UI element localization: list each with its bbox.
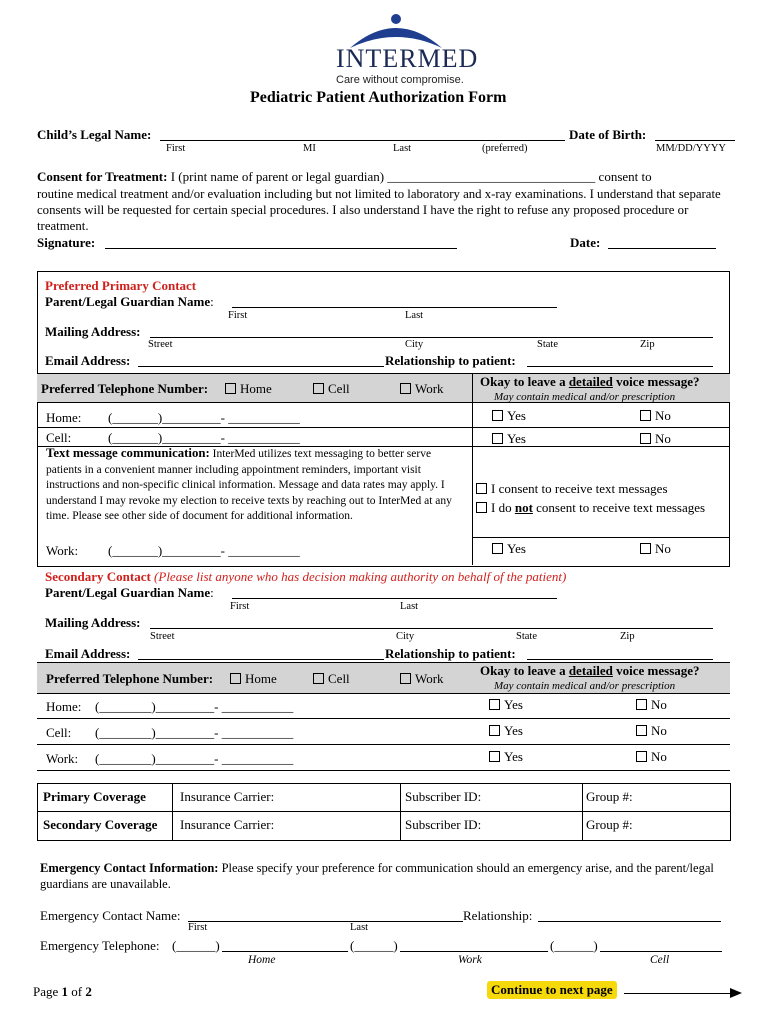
text-message-info: Text message communication: InterMed utilizes text messaging to better serve patients in a convenient manner including appointment reminders, important visit instructions and non-specific clinical information. Message and data rates may apply. I understand I may revoke my election to receive texts by reaching out to InterMed at any time. Please see other side of document for additional information. bbox=[46, 446, 452, 522]
secondary-home-phone[interactable]: (________)_________- ___________ bbox=[95, 699, 294, 714]
secondary-guardian-label: Parent/Legal Guardian Name: bbox=[45, 585, 214, 600]
checkbox-icon[interactable] bbox=[400, 383, 411, 394]
logo-wordmark: INTERMED bbox=[336, 44, 479, 73]
checkbox-icon[interactable] bbox=[492, 543, 503, 554]
form-title: Pediatric Patient Authorization Form bbox=[250, 89, 507, 106]
sub-preferred: (preferred) bbox=[482, 143, 528, 154]
secondary-work-no[interactable]: No bbox=[636, 749, 667, 765]
primary-phone-label: Preferred Telephone Number: bbox=[41, 381, 209, 396]
emergency-phone-work[interactable]: (______) bbox=[350, 938, 398, 953]
primary-carrier[interactable]: Insurance Carrier: bbox=[180, 789, 275, 804]
sub-last: Last bbox=[393, 143, 412, 154]
primary-home-label: Home: bbox=[46, 410, 82, 425]
primary-email-field[interactable] bbox=[138, 353, 384, 367]
consent-first-line[interactable]: I (print name of parent or legal guardian) ________________________________ consent to bbox=[167, 169, 652, 184]
page-number: Page 1 of 2 bbox=[33, 984, 92, 999]
emergency-sub-cell: Cell bbox=[650, 954, 670, 966]
checkbox-icon[interactable] bbox=[489, 725, 500, 736]
primary-work-phone[interactable]: (_______)_________- ___________ bbox=[108, 543, 300, 558]
primary-sub-street: Street bbox=[148, 339, 173, 350]
secondary-sub-city: City bbox=[396, 631, 415, 642]
secondary-subscriber[interactable]: Subscriber ID: bbox=[405, 817, 482, 832]
checkbox-icon[interactable] bbox=[640, 543, 651, 554]
primary-guardian-label: Parent/Legal Guardian Name: bbox=[45, 294, 214, 309]
child-name-field[interactable] bbox=[160, 127, 565, 141]
primary-coverage-label: Primary Coverage bbox=[43, 789, 146, 804]
col-divider bbox=[400, 783, 401, 841]
checkbox-icon[interactable] bbox=[313, 383, 324, 394]
row-divider bbox=[472, 537, 730, 538]
consent-date-label: Date: bbox=[570, 235, 601, 250]
checkbox-icon[interactable] bbox=[492, 410, 503, 421]
row-divider bbox=[37, 427, 730, 428]
secondary-mailing-field[interactable] bbox=[150, 615, 713, 629]
primary-relationship-label: Relationship to patient: bbox=[385, 353, 516, 368]
consent-bold: Consent for Treatment: bbox=[37, 169, 168, 184]
col-divider bbox=[582, 783, 583, 841]
primary-mailing-label: Mailing Address: bbox=[45, 324, 141, 339]
secondary-sub-zip: Zip bbox=[620, 631, 635, 642]
emergency-relationship-field[interactable] bbox=[538, 908, 721, 922]
primary-cell-yes[interactable]: Yes bbox=[492, 431, 526, 447]
sub-first: First bbox=[166, 143, 186, 154]
emergency-name-field[interactable] bbox=[188, 908, 463, 922]
secondary-sub-state: State bbox=[516, 631, 537, 642]
primary-mailing-field[interactable] bbox=[150, 324, 713, 338]
checkbox-icon[interactable] bbox=[489, 699, 500, 710]
emergency-name-label: Emergency Contact Name: bbox=[40, 908, 181, 923]
row-divider bbox=[37, 744, 730, 745]
emergency-phone-cell[interactable]: (______) bbox=[550, 938, 598, 953]
primary-sub-zip: Zip bbox=[640, 339, 655, 350]
checkbox-icon[interactable] bbox=[225, 383, 236, 394]
primary-home-phone[interactable]: (_______)_________- ___________ bbox=[108, 410, 300, 425]
primary-work-no[interactable]: No bbox=[640, 541, 671, 557]
secondary-sub-first: First bbox=[230, 601, 250, 612]
primary-voice-note: May contain medical and/or prescription bbox=[494, 391, 676, 403]
secondary-voice-question: Okay to leave a detailed voice message? bbox=[480, 663, 700, 678]
secondary-home-yes[interactable]: Yes bbox=[489, 697, 523, 713]
continue-link[interactable]: Continue to next page bbox=[487, 981, 617, 999]
primary-cell-label: Cell: bbox=[46, 430, 72, 445]
emergency-phone-home-line[interactable] bbox=[222, 938, 348, 952]
dob-field[interactable] bbox=[655, 127, 735, 141]
intermed-logo bbox=[330, 12, 479, 88]
checkbox-icon[interactable] bbox=[400, 673, 411, 684]
primary-home-no[interactable]: No bbox=[640, 408, 671, 424]
secondary-guardian-field[interactable] bbox=[232, 585, 557, 599]
secondary-coverage-label: Secondary Coverage bbox=[43, 817, 158, 832]
primary-voice-question: Okay to leave a detailed voice message? bbox=[480, 374, 700, 389]
primary-home-yes[interactable]: Yes bbox=[492, 408, 526, 424]
secondary-mailing-label: Mailing Address: bbox=[45, 615, 141, 630]
primary-work-label: Work: bbox=[46, 543, 79, 558]
secondary-email-label: Email Address: bbox=[45, 646, 131, 661]
consent-text: routine medical treatment and/or evaluation including but not limited to laboratory and x-ray examinations. I understand that separate consents will be requested for certain special procedures. I also understand I have the right to refuse any proposed procedure or treatment. bbox=[37, 187, 721, 233]
checkbox-icon[interactable] bbox=[489, 751, 500, 762]
dob-label: Date of Birth: bbox=[569, 127, 647, 142]
child-name-label: Child’s Legal Name: bbox=[37, 127, 152, 142]
checkbox-icon[interactable] bbox=[313, 673, 324, 684]
checkbox-icon[interactable] bbox=[230, 673, 241, 684]
emergency-sub-home: Home bbox=[248, 954, 276, 966]
primary-sub-city: City bbox=[405, 339, 424, 350]
checkbox-icon[interactable] bbox=[640, 410, 651, 421]
primary-opt-work[interactable]: Work bbox=[400, 381, 444, 397]
secondary-group[interactable]: Group #: bbox=[586, 817, 633, 832]
checkbox-icon[interactable] bbox=[636, 751, 647, 762]
signature-label: Signature: bbox=[37, 235, 96, 250]
secondary-voice-note: May contain medical and/or prescription bbox=[494, 680, 676, 692]
secondary-phone-label: Preferred Telephone Number: bbox=[46, 671, 214, 686]
primary-cell-no[interactable]: No bbox=[640, 431, 671, 447]
emergency-phone-label: Emergency Telephone: bbox=[40, 938, 160, 953]
primary-cell-phone[interactable]: (_______)_________- ___________ bbox=[108, 430, 300, 445]
checkbox-icon[interactable] bbox=[476, 483, 487, 494]
col-divider bbox=[172, 783, 173, 841]
primary-sub-state: State bbox=[537, 339, 558, 350]
row-divider bbox=[37, 770, 730, 771]
primary-work-yes[interactable]: Yes bbox=[492, 541, 526, 557]
secondary-home-label: Home: bbox=[46, 699, 82, 714]
emergency-sub-last: Last bbox=[350, 922, 369, 933]
secondary-sub-last: Last bbox=[400, 601, 419, 612]
text-consent-yes[interactable]: I consent to receive text messages bbox=[476, 481, 668, 497]
secondary-cell-phone[interactable]: (________)_________- ___________ bbox=[95, 725, 294, 740]
emergency-info: Emergency Contact Information: Please specify your preference for communication should an emergency arise, and the parent/legal guardians are unavailable. bbox=[40, 861, 714, 891]
secondary-home-no[interactable]: No bbox=[636, 697, 667, 713]
secondary-work-phone[interactable]: (________)_________- ___________ bbox=[95, 751, 294, 766]
secondary-opt-cell[interactable]: Cell bbox=[313, 671, 350, 687]
emergency-relationship-label: Relationship: bbox=[463, 908, 533, 923]
emergency-sub-work: Work bbox=[458, 954, 482, 966]
secondary-relationship-field[interactable] bbox=[527, 646, 713, 660]
continue-arrow-line bbox=[624, 993, 732, 994]
emergency-phone-home[interactable]: (______) bbox=[172, 938, 220, 953]
primary-subscriber[interactable]: Subscriber ID: bbox=[405, 789, 482, 804]
emergency-phone-cell-line[interactable] bbox=[600, 938, 722, 952]
secondary-sub-street: Street bbox=[150, 631, 175, 642]
checkbox-icon[interactable] bbox=[476, 502, 487, 513]
primary-heading: Preferred Primary Contact bbox=[45, 278, 197, 293]
primary-relationship-field[interactable] bbox=[527, 353, 713, 367]
primary-opt-home[interactable]: Home bbox=[225, 381, 272, 397]
secondary-email-field[interactable] bbox=[138, 646, 384, 660]
checkbox-icon[interactable] bbox=[636, 699, 647, 710]
primary-guardian-field[interactable] bbox=[232, 294, 557, 308]
secondary-opt-work[interactable]: Work bbox=[400, 671, 444, 687]
emergency-sub-first: First bbox=[188, 922, 208, 933]
secondary-heading: Secondary Contact (Please list anyone who has decision making authority on behalf of the patient) bbox=[45, 569, 567, 584]
secondary-work-yes[interactable]: Yes bbox=[489, 749, 523, 765]
secondary-cell-no[interactable]: No bbox=[636, 723, 667, 739]
sub-dob: MM/DD/YYYY bbox=[656, 143, 727, 154]
primary-opt-cell[interactable]: Cell bbox=[313, 381, 350, 397]
signature-field[interactable] bbox=[105, 235, 457, 249]
secondary-opt-home[interactable]: Home bbox=[230, 671, 277, 687]
checkbox-icon[interactable] bbox=[640, 433, 651, 444]
checkbox-icon[interactable] bbox=[492, 433, 503, 444]
sub-mi: MI bbox=[303, 143, 316, 154]
primary-email-label: Email Address: bbox=[45, 353, 131, 368]
arrow-right-icon bbox=[730, 988, 742, 998]
primary-sub-last: Last bbox=[405, 310, 424, 321]
primary-sub-first: First bbox=[228, 310, 248, 321]
logo-tagline: Care without compromise. bbox=[336, 74, 464, 86]
secondary-cell-label: Cell: bbox=[46, 725, 72, 740]
secondary-work-label: Work: bbox=[46, 751, 79, 766]
emergency-phone-work-line[interactable] bbox=[400, 938, 548, 952]
row-divider bbox=[37, 718, 730, 719]
secondary-cell-yes[interactable]: Yes bbox=[489, 723, 523, 739]
row-divider bbox=[37, 811, 731, 812]
secondary-carrier[interactable]: Insurance Carrier: bbox=[180, 817, 275, 832]
consent-date-field[interactable] bbox=[608, 235, 716, 249]
primary-group[interactable]: Group #: bbox=[586, 789, 633, 804]
checkbox-icon[interactable] bbox=[636, 725, 647, 736]
text-consent-no[interactable]: I do not consent to receive text messages bbox=[476, 500, 705, 516]
secondary-relationship-label: Relationship to patient: bbox=[385, 646, 516, 661]
consent-line1 bbox=[37, 169, 652, 185]
